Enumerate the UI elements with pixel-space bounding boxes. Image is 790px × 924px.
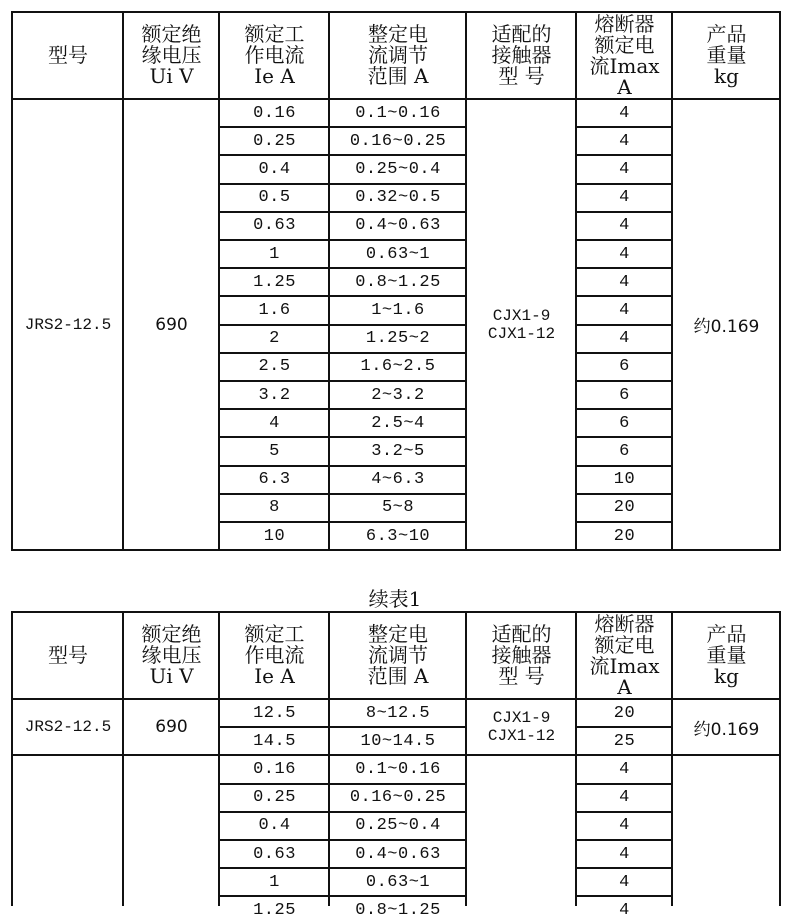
table2-row-divider bbox=[218, 867, 467, 869]
table2-contactor-cell: CJX1-9 CJX1-12 bbox=[487, 709, 556, 746]
table1-row-divider bbox=[218, 126, 467, 128]
table1-header-rated-current: 额定工 作电流 Ie A bbox=[244, 22, 305, 88]
table2-fuse-cell: 4 bbox=[619, 844, 630, 864]
table1-fuse-cell: 6 bbox=[619, 441, 630, 461]
table1-row-divider bbox=[218, 267, 467, 269]
table1-row-divider bbox=[218, 154, 467, 156]
table1-row-divider bbox=[218, 465, 467, 467]
table1-range-cell: 0.16~0.25 bbox=[349, 131, 447, 151]
table2-column-divider bbox=[779, 611, 781, 906]
table1-range-cell: 0.8~1.25 bbox=[355, 272, 441, 292]
table2-row-divider bbox=[218, 783, 467, 785]
table2-current-cell: 0.63 bbox=[253, 844, 296, 864]
table2-row-divider bbox=[575, 726, 673, 728]
table2-fuse-cell: 25 bbox=[613, 731, 636, 751]
table2-voltage-cell: 690 bbox=[155, 717, 188, 738]
table1-current-cell: 0.16 bbox=[253, 103, 296, 123]
table1-column-divider bbox=[465, 11, 467, 551]
table1-header-rated-voltage: 额定绝 缘电压 Ui V bbox=[141, 22, 202, 88]
table1-current-cell: 3.2 bbox=[258, 385, 291, 405]
table1-current-cell: 0.63 bbox=[253, 216, 296, 236]
table1-voltage-cell: 690 bbox=[155, 314, 188, 335]
table2-column-divider bbox=[465, 611, 467, 906]
table2-row-divider bbox=[575, 867, 673, 869]
table2-model-cell: JRS2-12.5 bbox=[24, 718, 112, 737]
table2-range-cell: 0.1~0.16 bbox=[355, 759, 441, 779]
table1-range-cell: 0.4~0.63 bbox=[355, 216, 441, 236]
table2-header-rated-current: 额定工 作电流 Ie A bbox=[244, 622, 305, 688]
table1-current-cell: 5 bbox=[269, 441, 280, 461]
table1-row-divider bbox=[575, 408, 673, 410]
table2-current-cell: 0.25 bbox=[253, 788, 296, 808]
table2-row-divider bbox=[218, 839, 467, 841]
table1-fuse-cell: 4 bbox=[619, 244, 630, 264]
table2-header-contactor-model: 适配的 接触器 型 号 bbox=[491, 622, 552, 688]
table1-row-divider bbox=[575, 521, 673, 523]
table1-fuse-cell: 4 bbox=[619, 131, 630, 151]
table1-fuse-cell: 6 bbox=[619, 413, 630, 433]
table2-header-fuse-current: 熔断器 额定电 流Imax A bbox=[589, 613, 660, 698]
table1-row-divider bbox=[218, 436, 467, 438]
table2-column-divider bbox=[575, 611, 577, 906]
table1-bottom-border bbox=[11, 549, 781, 551]
table1-row-divider bbox=[218, 295, 467, 297]
table2-range-cell: 8~12.5 bbox=[365, 703, 431, 723]
table2-fuse-cell: 4 bbox=[619, 788, 630, 808]
table1-row-divider bbox=[575, 267, 673, 269]
table1-current-cell: 8 bbox=[269, 498, 280, 518]
table1-current-cell: 6.3 bbox=[258, 470, 291, 490]
table1-row-divider bbox=[218, 183, 467, 185]
table1-current-cell: 1.6 bbox=[258, 300, 291, 320]
table1-fuse-cell: 20 bbox=[613, 526, 636, 546]
table1-current-cell: 1 bbox=[269, 244, 280, 264]
table1-header-fuse-current: 熔断器 额定电 流Imax A bbox=[589, 13, 660, 98]
table1-fuse-cell: 10 bbox=[613, 470, 636, 490]
table1-header-weight: 产品 重量 kg bbox=[706, 22, 747, 88]
table1-row-divider bbox=[575, 211, 673, 213]
table2-row-divider bbox=[218, 726, 467, 728]
table1-fuse-cell: 4 bbox=[619, 159, 630, 179]
table1-range-cell: 5~8 bbox=[381, 498, 415, 518]
table2-column-divider bbox=[218, 611, 220, 906]
table2-current-cell: 1.25 bbox=[253, 900, 296, 920]
table1-fuse-cell: 4 bbox=[619, 329, 630, 349]
table2-column-divider bbox=[671, 611, 673, 906]
table1-range-cell: 1.6~2.5 bbox=[360, 357, 436, 377]
table2-header-rated-voltage: 额定绝 缘电压 Ui V bbox=[141, 622, 202, 688]
table1-row-divider bbox=[575, 126, 673, 128]
table1-range-cell: 1~1.6 bbox=[371, 300, 425, 320]
table2-row-divider bbox=[218, 811, 467, 813]
table2-current-cell: 12.5 bbox=[253, 703, 296, 723]
table1-fuse-cell: 4 bbox=[619, 103, 630, 123]
table1-fuse-cell: 4 bbox=[619, 188, 630, 208]
table1-row-divider bbox=[575, 465, 673, 467]
table1-current-cell: 0.25 bbox=[253, 131, 296, 151]
table1-fuse-cell: 4 bbox=[619, 272, 630, 292]
table2-row-divider bbox=[575, 811, 673, 813]
table1-row-divider bbox=[575, 324, 673, 326]
table2-column-divider bbox=[328, 611, 330, 906]
table1-current-cell: 2.5 bbox=[258, 357, 291, 377]
table1-current-cell: 4 bbox=[269, 413, 280, 433]
table2-range-cell: 0.16~0.25 bbox=[349, 788, 447, 808]
table1-header-contactor-model: 适配的 接触器 型 号 bbox=[491, 22, 552, 88]
table1-row-divider bbox=[575, 436, 673, 438]
table2-current-cell: 1 bbox=[269, 872, 280, 892]
table2-fuse-cell: 20 bbox=[613, 703, 636, 723]
table2-fuse-cell: 4 bbox=[619, 872, 630, 892]
table2-fuse-cell: 4 bbox=[619, 759, 630, 779]
table2-current-cell: 0.4 bbox=[258, 816, 291, 836]
table1-row-divider bbox=[218, 408, 467, 410]
table2-header-divider bbox=[11, 698, 781, 700]
table1-header-setting-range: 整定电 流调节 范围 A bbox=[367, 22, 429, 88]
table1-current-cell: 1.25 bbox=[253, 272, 296, 292]
table2-column-divider bbox=[122, 611, 124, 906]
table1-current-cell: 0.4 bbox=[258, 159, 291, 179]
table2-header-model: 型号 bbox=[48, 643, 88, 667]
table1-row-divider bbox=[575, 183, 673, 185]
table2-weight-cell: 约0.169 bbox=[693, 719, 760, 740]
table1-row-divider bbox=[575, 493, 673, 495]
table1-column-divider bbox=[779, 11, 781, 551]
table1-range-cell: 0.32~0.5 bbox=[355, 188, 441, 208]
table1-range-cell: 2.5~4 bbox=[371, 413, 425, 433]
table1-fuse-cell: 20 bbox=[613, 498, 636, 518]
continued-table-caption: 续表1 bbox=[368, 587, 422, 611]
table1-range-cell: 0.63~1 bbox=[365, 244, 431, 264]
table1-row-divider bbox=[575, 380, 673, 382]
table2-row-divider bbox=[575, 839, 673, 841]
table1-row-divider bbox=[218, 493, 467, 495]
table2-range-cell: 0.4~0.63 bbox=[355, 844, 441, 864]
table1-row-divider bbox=[218, 211, 467, 213]
table1-contactor-cell: CJX1-9 CJX1-12 bbox=[487, 306, 556, 343]
table2-current-cell: 14.5 bbox=[253, 731, 296, 751]
table1-model-cell: JRS2-12.5 bbox=[24, 315, 112, 334]
table1-column-divider bbox=[671, 11, 673, 551]
table1-current-cell: 2 bbox=[269, 329, 280, 349]
table2-fuse-cell: 4 bbox=[619, 816, 630, 836]
table1-header-divider bbox=[11, 98, 781, 100]
table1-top-border bbox=[11, 11, 781, 13]
table2-range-cell: 0.8~1.25 bbox=[355, 900, 441, 920]
table2-column-divider bbox=[11, 611, 13, 906]
table2-header-setting-range: 整定电 流调节 范围 A bbox=[367, 622, 429, 688]
table1-column-divider bbox=[575, 11, 577, 551]
table1-range-cell: 0.1~0.16 bbox=[355, 103, 441, 123]
table1-current-cell: 10 bbox=[263, 526, 286, 546]
table1-range-cell: 4~6.3 bbox=[371, 470, 425, 490]
table2-range-cell: 0.63~1 bbox=[365, 872, 431, 892]
table1-fuse-cell: 6 bbox=[619, 385, 630, 405]
table2-range-cell: 10~14.5 bbox=[360, 731, 436, 751]
table2-current-cell: 0.16 bbox=[253, 759, 296, 779]
table1-range-cell: 0.25~0.4 bbox=[355, 159, 441, 179]
table1-fuse-cell: 4 bbox=[619, 216, 630, 236]
table1-weight-cell: 约0.169 bbox=[693, 317, 760, 338]
table1-range-cell: 6.3~10 bbox=[365, 526, 431, 546]
table1-range-cell: 2~3.2 bbox=[371, 385, 425, 405]
table1-fuse-cell: 6 bbox=[619, 357, 630, 377]
table1-row-divider bbox=[218, 521, 467, 523]
table1-column-divider bbox=[11, 11, 13, 551]
table2-row-divider bbox=[575, 895, 673, 897]
table2-row-divider bbox=[575, 783, 673, 785]
table1-row-divider bbox=[218, 380, 467, 382]
table2-range-cell: 0.25~0.4 bbox=[355, 816, 441, 836]
table1-range-cell: 1.25~2 bbox=[365, 329, 431, 349]
table1-row-divider bbox=[218, 324, 467, 326]
table2-row-divider bbox=[218, 895, 467, 897]
table1-row-divider bbox=[218, 239, 467, 241]
table1-row-divider bbox=[575, 239, 673, 241]
table2-header-weight: 产品 重量 kg bbox=[706, 622, 747, 688]
table1-column-divider bbox=[218, 11, 220, 551]
table1-current-cell: 0.5 bbox=[258, 188, 291, 208]
table2-top-border bbox=[11, 611, 781, 613]
table1-fuse-cell: 4 bbox=[619, 300, 630, 320]
table1-column-divider bbox=[122, 11, 124, 551]
table1-row-divider bbox=[218, 352, 467, 354]
table2-group-divider bbox=[11, 754, 781, 756]
table1-column-divider bbox=[328, 11, 330, 551]
table1-row-divider bbox=[575, 295, 673, 297]
table2-fuse-cell: 4 bbox=[619, 900, 630, 920]
table1-row-divider bbox=[575, 352, 673, 354]
table1-range-cell: 3.2~5 bbox=[371, 441, 425, 461]
table1-row-divider bbox=[575, 154, 673, 156]
table1-header-model: 型号 bbox=[48, 43, 88, 67]
